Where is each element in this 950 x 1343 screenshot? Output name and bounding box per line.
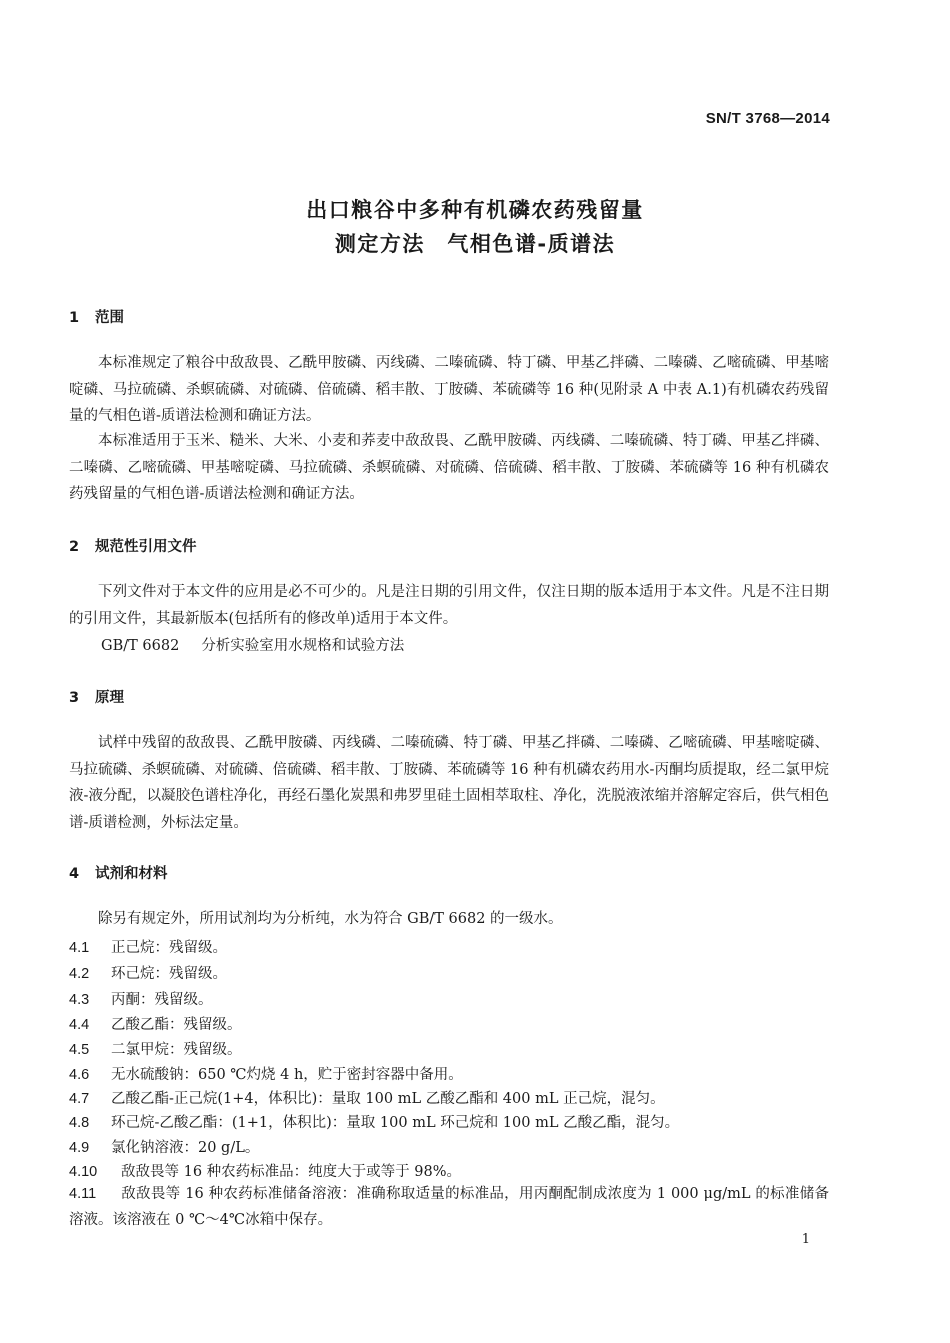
section-number: 3: [69, 690, 80, 706]
references-paragraph: 下列文件对于本文件的应用是必不可少的。凡是注日期的引用文件，仅注日期的版本适用于本文件。凡是不注日期的引用文件，其最新版本(包括所有的修改单)适用于本文件。: [69, 584, 829, 627]
page-number: 1: [801, 1232, 810, 1247]
scope-paragraph-1: 本标准规定了粮谷中敌敌畏、乙酰甲胺磷、丙线磷、二嗪硫磷、特丁磷、甲基乙拌磷、二嗪磷、乙嘧硫磷、甲基嘧啶磷、马拉硫磷、杀螟硫磷、对硫磷、倍硫磷、稻丰散、丁胺磷、苯硫磷等 16 种(见附录 A 中表 A.1)有机磷农药残留量的气相色谱-质谱法检测和确证方法。: [69, 355, 829, 424]
reagent-item: 4.9 氯化钠溶液：20 g/L。: [69, 1140, 260, 1156]
reference-entry: [101, 634, 404, 655]
section-3-heading: [69, 686, 124, 707]
reference-code: GB/T 6682: [101, 638, 180, 654]
reagents-intro: 除另有规定外，所用试剂均为分析纯，水为符合 GB/T 6682 的一级水。: [98, 911, 563, 927]
reagent-item: 4.2 环己烷：残留级。: [69, 966, 227, 982]
section-number: 1: [69, 310, 80, 326]
section-2-heading: [69, 535, 197, 556]
reagent-item: 4.4 乙酸乙酯：残留级。: [69, 1017, 242, 1033]
standard-code: SN/T 3768—2014: [705, 110, 830, 127]
section-number: 2: [69, 539, 80, 555]
reagent-item: 4.10 敌敌畏等 16 种农药标准品：纯度大于或等于 98%。: [69, 1164, 462, 1180]
section-4-heading: [69, 862, 168, 883]
reagent-item: 4.6 无水硫酸钠：650 ℃灼烧 4 h，贮于密封容器中备用。: [69, 1067, 463, 1083]
reagent-item: 4.8 环己烷-乙酸乙酯：(1+1，体积比)：量取 100 mL 环己烷和 100 mL 乙酸乙酯，混匀。: [69, 1115, 680, 1131]
section-1-heading: [69, 306, 124, 327]
scope-paragraph-2: 本标准适用于玉米、糙米、大米、小麦和荞麦中敌敌畏、乙酰甲胺磷、丙线磷、二嗪硫磷、特丁磷、甲基乙拌磷、二嗪磷、乙嘧硫磷、甲基嘧啶磷、马拉硫磷、杀螟硫磷、对硫磷、倍硫磷、稻丰散、丁胺磷、苯硫磷等 16 种有机磷农药残留量的气相色谱-质谱法检测和确证方法。: [69, 433, 829, 502]
section-title: 原理: [95, 690, 124, 706]
section-title: 范围: [95, 310, 124, 326]
reagent-item: 4.11 敌敌畏等 16 种农药标准储备溶液：准确称取适量的标准品，用丙酮配制成浓度为 1 000 μg/mL 的标准储备溶液。该溶液在 0 ℃～4℃冰箱中保存。: [69, 1186, 829, 1228]
reference-title: 分析实验室用水规格和试验方法: [201, 638, 405, 654]
principle-paragraph: 试样中残留的敌敌畏、乙酰甲胺磷、丙线磷、二嗪硫磷、特丁磷、甲基乙拌磷、二嗪磷、乙嘧硫磷、甲基嘧啶磷、马拉硫磷、杀螟硫磷、对硫磷、倍硫磷、稻丰散、丁胺磷、苯硫磷等 16 种有机磷农药用水-丙酮均质提取，经二氯甲烷液-液分配，以凝胶色谱柱净化，再经石墨化炭黑和弗罗里硅土固相萃取柱、净化，洗脱液浓缩并溶解定容后，供气相色谱-质谱检测，外标法定量。: [69, 735, 829, 831]
document-title-line-2: 测定方法 气相色谱-质谱法: [334, 232, 616, 256]
reagent-item: 4.3 丙酮：残留级。: [69, 992, 213, 1008]
reagent-item: 4.1 正己烷：残留级。: [69, 940, 227, 956]
reagent-item: 4.5 二氯甲烷：残留级。: [69, 1042, 242, 1058]
document-title-line-1: 出口粮谷中多种有机磷农药残留量: [306, 198, 644, 222]
section-title: 试剂和材料: [95, 866, 168, 882]
reagent-item: 4.7 乙酸乙酯-正己烷(1+4，体积比)：量取 100 mL 乙酸乙酯和 400 mL 正己烷，混匀。: [69, 1091, 665, 1107]
section-number: 4: [69, 866, 80, 882]
section-title: 规范性引用文件: [95, 539, 197, 555]
